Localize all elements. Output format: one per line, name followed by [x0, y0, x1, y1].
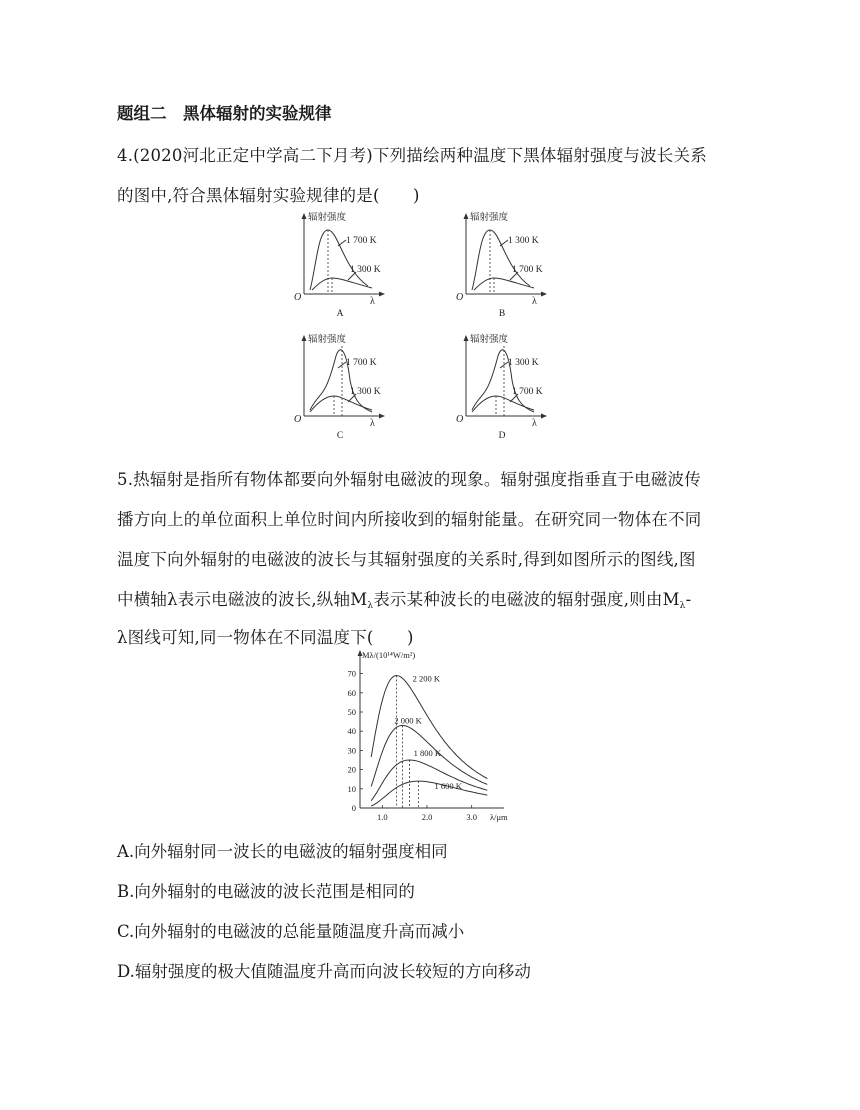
q5-line-3: 温度下向外辐射的电磁波的波长与其辐射强度的关系时,得到如图所示的图线,图	[117, 550, 696, 569]
x-axis-arrow-icon	[541, 414, 547, 419]
origin-label: O	[456, 292, 464, 303]
y-axis-label: Mλ/(10¹⁴W/m²)	[362, 650, 416, 660]
y-tick-label: 50	[347, 707, 356, 717]
series-label-3: 1 600 K	[434, 781, 462, 792]
x-axis-arrow-icon	[379, 292, 385, 297]
lower-curve	[310, 396, 372, 412]
y-axis-arrow-icon	[302, 335, 307, 341]
y-axis-label: 辐射强度	[470, 335, 509, 345]
panel-letter: C	[336, 431, 344, 441]
section-heading: 题组二 黑体辐射的实验规律	[117, 104, 332, 123]
x-tick-label: 1.0	[377, 812, 388, 822]
lower-curve-label: 1 300 K	[350, 265, 381, 275]
upper-curve-label: 1 700 K	[346, 236, 377, 246]
upper-curve-label: 1 300 K	[508, 236, 539, 246]
origin-label: O	[294, 414, 302, 425]
upper-leader	[338, 240, 346, 246]
y-axis-label: 辐射强度	[308, 213, 347, 223]
y-axis-arrow-icon	[464, 335, 469, 341]
option-c: C.向外辐射的电磁波的总能量随温度升高而减小	[117, 922, 465, 941]
series-label-1: 2 000 K	[394, 715, 422, 726]
y-tick-label: 20	[347, 764, 356, 775]
q5-line-1: 5.热辐射是指所有物体都要向外辐射电磁波的现象。辐射强度指垂直于电磁波传	[117, 470, 701, 489]
x-axis-label: λ	[532, 296, 537, 307]
y-axis-label: 辐射强度	[470, 213, 509, 223]
panel-b	[456, 211, 547, 319]
series-label-0: 2 200 K	[412, 673, 441, 684]
x-axis-arrow-icon	[541, 292, 547, 297]
y-axis-arrow-icon	[302, 213, 307, 219]
series-label-2: 1 800 K	[413, 748, 441, 758]
upper-leader	[500, 240, 508, 246]
upper-curve-label: 1 700 K	[346, 358, 377, 368]
y-tick-label: 10	[347, 783, 356, 794]
lower-curve-label: 1 700 K	[512, 265, 543, 275]
y-tick-label: 60	[347, 687, 356, 698]
lower-curve-label: 1 300 K	[350, 387, 381, 397]
x-axis-arrow-icon	[379, 414, 385, 419]
panel-letter: D	[498, 431, 506, 441]
q4-line-2: 的图中,符合黑体辐射实验规律的是( )	[117, 186, 420, 205]
panel-letter: B	[498, 309, 506, 319]
y-tick-label: 40	[347, 726, 356, 737]
y-tick-label: 0	[351, 803, 356, 813]
origin-label: O	[294, 292, 302, 303]
panel-a	[294, 211, 385, 319]
q5-line-4: 中横轴λ表示电磁波的波长,纵轴$M_\lambda$表示某种波长的电磁波的辐射强度,则由$M_\lambda-$	[117, 590, 692, 611]
x-axis-label: λ	[532, 418, 537, 429]
x-tick-label: 2.0	[421, 812, 433, 822]
y-axis-label: 辐射强度	[308, 335, 347, 345]
y-axis-arrow-icon	[464, 213, 469, 219]
x-axis-label: λ/μm	[490, 812, 508, 822]
option-a: A.向外辐射同一波长的电磁波的辐射强度相同	[117, 842, 448, 861]
lower-curve-label: 1 700 K	[512, 387, 543, 397]
y-tick-label: 30	[347, 745, 356, 756]
panel-letter: A	[336, 309, 344, 319]
upper-curve-label: 1 300 K	[508, 358, 539, 368]
q5-chart	[334, 646, 518, 824]
q4-line-1: 4.(2020河北正定中学高二下月考)下列描绘两种温度下黑体辐射强度与波长关系	[117, 146, 707, 165]
lower-curve	[312, 278, 372, 290]
x-tick-label: 3.0	[466, 812, 477, 822]
series-curve-2	[371, 760, 487, 801]
lower-curve	[472, 396, 534, 412]
panel-d	[456, 333, 547, 441]
option-b: B.向外辐射的电磁波的波长范围是相同的	[117, 882, 415, 901]
panel-c	[294, 333, 385, 441]
q5-line-5: λ图线可知,同一物体在不同温度下( )	[117, 628, 414, 647]
q4-figure	[290, 208, 570, 452]
q5-line-2: 播方向上的单位面积上单位时间内所接收到的辐射能量。在研究同一物体在不同	[117, 510, 702, 529]
x-axis-label: λ	[370, 296, 375, 307]
lower-curve	[474, 278, 534, 290]
x-axis-label: λ	[370, 418, 375, 429]
series-curve-0	[371, 673, 487, 779]
origin-label: O	[456, 414, 464, 425]
option-d: D.辐射强度的极大值随温度升高而向波长较短的方向移动	[117, 962, 531, 981]
y-tick-label: 70	[347, 668, 356, 679]
